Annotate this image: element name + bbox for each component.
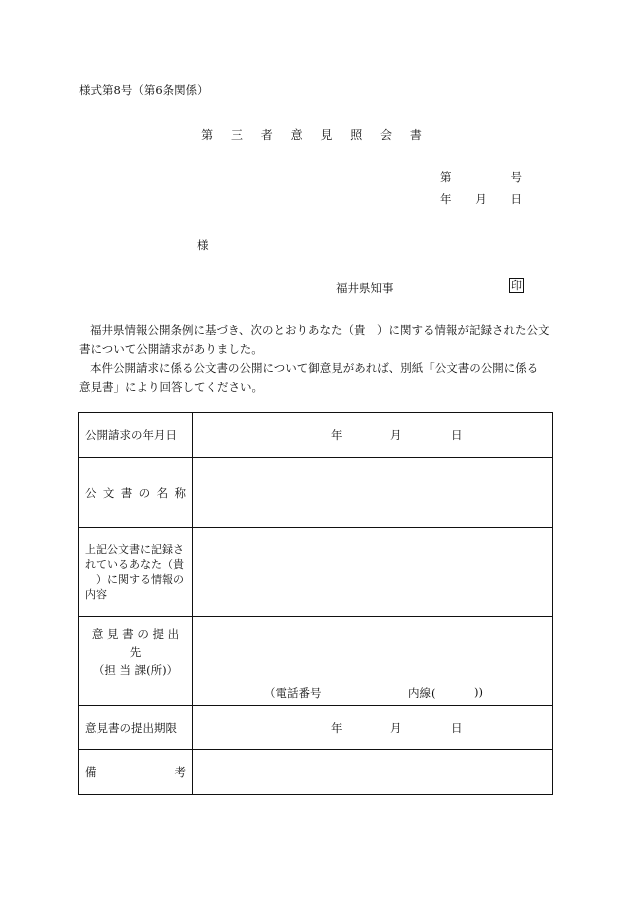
label-char: の: [138, 485, 151, 500]
phone-label: （電話番号: [264, 686, 322, 700]
label-char: 公: [85, 485, 97, 500]
contact-close: )): [474, 685, 483, 699]
label-char: 文: [102, 485, 115, 500]
day-unit: 日: [451, 428, 463, 442]
body-paragraph-1: [79, 321, 553, 359]
table-row: [79, 706, 553, 750]
date-day: 日: [510, 192, 522, 206]
label-char: 考: [174, 765, 186, 779]
addressee-honorific: 様: [197, 238, 209, 252]
submit-to-label: [79, 617, 193, 706]
month-unit: 月: [390, 720, 402, 735]
table-row: [79, 617, 553, 706]
document-date-line: [440, 191, 522, 207]
issuer-name: 福井県知事: [336, 281, 394, 295]
remarks-field[interactable]: [193, 750, 553, 795]
paragraph-line: 福井県情報公開条例に基づき、次のとおりあなた（貴 ）に関する情報が記録された公文: [90, 323, 550, 337]
date-month: 月: [475, 192, 487, 206]
deadline-label: 意見書の提出期限: [79, 706, 193, 750]
inquiry-form-table: [78, 412, 553, 795]
seal-stamp: 印: [511, 279, 522, 292]
document-number-line: [440, 169, 522, 185]
table-row: [79, 458, 553, 528]
label-line: ）に関する情報の: [85, 573, 184, 586]
label-char: 称: [174, 485, 186, 500]
label-line: （担 当 課(所)）: [92, 663, 179, 677]
label-line: 内容: [85, 588, 107, 601]
document-title: 第 三 者 意 見 照 会 書: [201, 128, 429, 142]
extension-label: 内線(: [408, 686, 436, 700]
document-name-label: [79, 458, 193, 528]
info-content-field[interactable]: [193, 528, 553, 617]
paragraph-line: 書について公開請求がありました。: [79, 342, 263, 356]
document-name-field[interactable]: [193, 458, 553, 528]
submit-to-field[interactable]: [193, 617, 553, 706]
body-paragraph-2: [79, 359, 553, 397]
month-unit: 月: [390, 428, 402, 442]
info-content-label: [79, 528, 193, 617]
number-prefix: 第: [440, 170, 452, 184]
form-number: 様式第8号（第6条関係）: [79, 83, 209, 97]
year-unit: 年: [331, 428, 343, 442]
table-row: [79, 413, 553, 458]
remarks-label: [79, 750, 193, 795]
label-line: 意 見 書 の 提 出 先: [91, 627, 180, 659]
request-date-field[interactable]: [193, 413, 553, 458]
contact-line: [264, 685, 484, 701]
table-row: [79, 528, 553, 617]
label-char: 名: [156, 485, 169, 500]
day-unit: 日: [451, 720, 463, 735]
paragraph-line: 意見書」により回答してください。: [79, 380, 263, 394]
deadline-field[interactable]: [193, 706, 553, 750]
number-suffix: 号: [510, 170, 522, 184]
year-unit: 年: [331, 720, 343, 735]
table-row: [79, 750, 553, 795]
label-char: 備: [85, 765, 97, 779]
label-char: 書: [120, 485, 133, 500]
label-line: 上記公文書に記録さ: [85, 543, 184, 556]
date-year: 年: [440, 192, 452, 206]
label-line: れているあなた（貴: [85, 558, 184, 571]
paragraph-line: 本件公開請求に係る公文書の公開について御意見があれば、別紙「公文書の公開に係る: [90, 361, 539, 375]
request-date-label: 公開請求の年月日: [79, 413, 193, 458]
